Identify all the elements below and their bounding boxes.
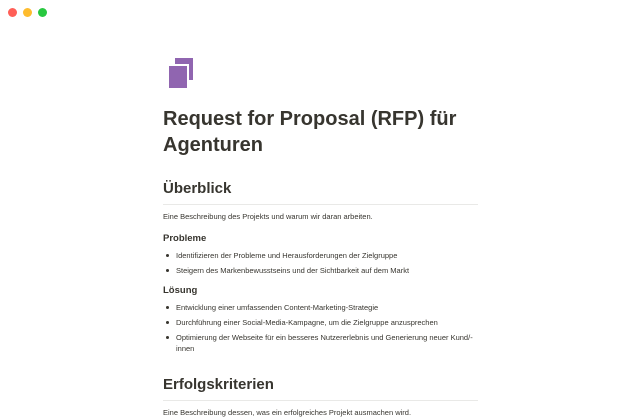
minimize-window-button[interactable] — [23, 8, 32, 17]
page-title[interactable]: Request for Proposal (RFP) für Agenturen — [163, 108, 457, 156]
list-item[interactable]: Optimierung der Webseite für ein besseres Nutzererlebnis und Generierung neuer Kund/-innen — [163, 332, 478, 354]
window-controls — [8, 8, 47, 17]
problems-heading[interactable]: Probleme — [163, 233, 207, 244]
list-item[interactable]: Entwicklung einer umfassenden Content-Marketing-Strategie — [163, 302, 478, 313]
page-content — [163, 58, 478, 419]
success-criteria-section — [163, 375, 478, 419]
close-window-button[interactable] — [8, 8, 17, 17]
list-item[interactable]: Identifizieren der Probleme und Herausforderungen der Zielgruppe — [163, 250, 478, 261]
success-criteria-heading[interactable]: Erfolgskriterien — [163, 375, 478, 401]
overview-description[interactable]: Eine Beschreibung des Projekts und warum wir daran arbeiten. — [163, 212, 373, 221]
list-item[interactable]: Durchführung einer Social-Media-Kampagne, um die Zielgruppe anzusprechen — [163, 317, 478, 328]
problems-list — [163, 250, 478, 276]
document-stack-icon[interactable] — [169, 58, 197, 86]
solution-heading[interactable]: Lösung — [163, 285, 198, 296]
list-item[interactable]: Steigern des Markenbewusstseins und der Sichtbarkeit auf dem Markt — [163, 265, 478, 276]
page-icon-front-sheet — [169, 64, 189, 88]
zoom-window-button[interactable] — [38, 8, 47, 17]
success-criteria-description[interactable]: Eine Beschreibung dessen, was ein erfolgreiches Projekt ausmachen wird. — [163, 408, 412, 417]
overview-section — [163, 179, 478, 354]
overview-heading[interactable]: Überblick — [163, 179, 478, 205]
solution-list — [163, 302, 478, 354]
